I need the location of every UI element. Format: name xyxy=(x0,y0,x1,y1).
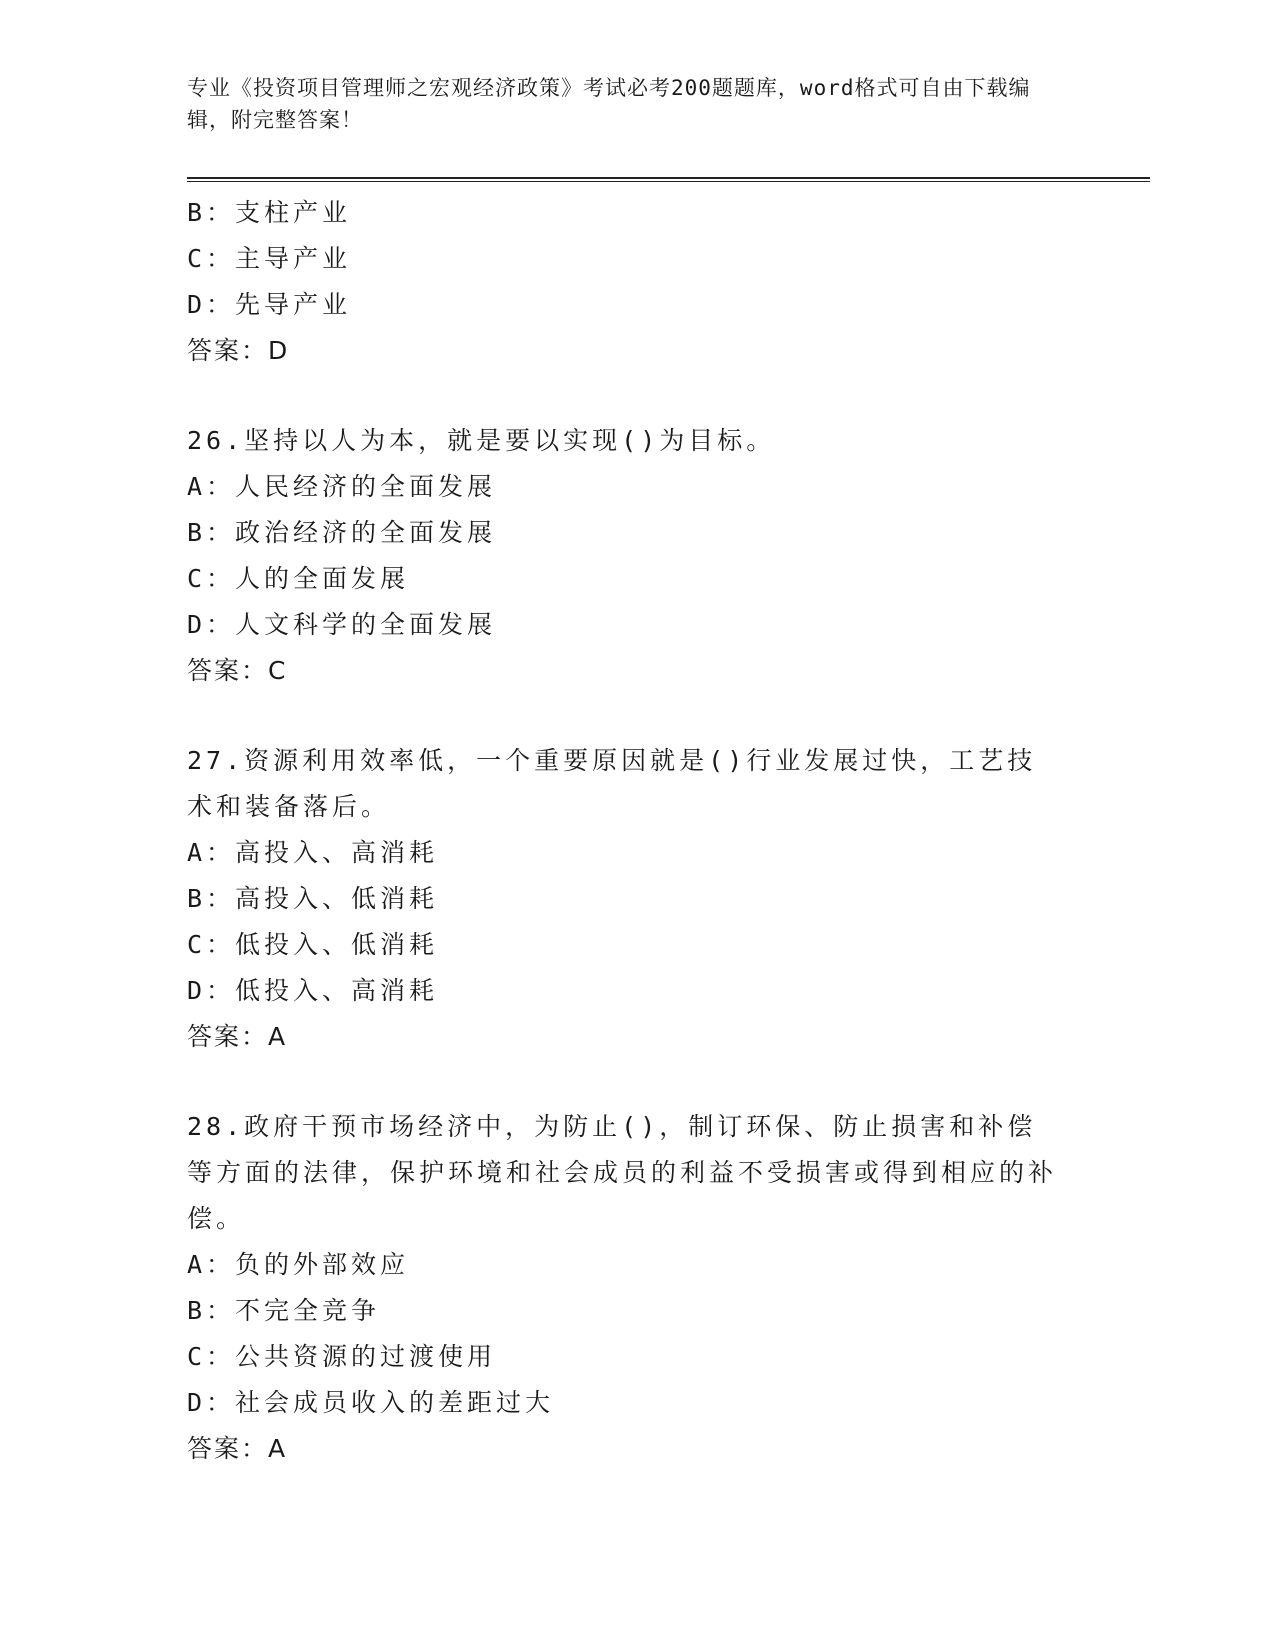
option-c: C：公共资源的过渡使用 xyxy=(187,1342,497,1371)
option-b: B：政治经济的全面发展 xyxy=(187,518,497,547)
option-b: B：不完全竞争 xyxy=(187,1296,381,1325)
document-content xyxy=(187,190,1067,1472)
answer-line: 答案：D xyxy=(187,336,290,365)
option-b: B：支柱产业 xyxy=(187,198,352,227)
option-d: D：先导产业 xyxy=(187,290,352,319)
question-stem: 28.政府干预市场经济中，为防止()，制订环保、防止损害和补偿等方面的法律，保护环境和社会成员的利益不受损害或得到相应的补偿。 xyxy=(187,1112,1058,1233)
option-d: D：低投入、高消耗 xyxy=(187,976,439,1005)
option-c: C：低投入、低消耗 xyxy=(187,930,439,959)
option-b: B：高投入、低消耗 xyxy=(187,884,439,913)
option-d: D：社会成员收入的差距过大 xyxy=(187,1388,555,1417)
option-c: C：人的全面发展 xyxy=(187,564,410,593)
question-block-28 xyxy=(187,1104,1067,1472)
option-a: A：高投入、高消耗 xyxy=(187,838,439,867)
option-a: A：人民经济的全面发展 xyxy=(187,472,497,501)
spacer xyxy=(187,694,1067,738)
question-stem: 27.资源利用效率低，一个重要原因就是()行业发展过快，工艺技术和装备落后。 xyxy=(187,746,1037,821)
spacer xyxy=(187,1060,1067,1104)
question-stem: 26.坚持以人为本，就是要以实现()为目标。 xyxy=(187,426,776,455)
spacer xyxy=(187,374,1067,418)
option-c: C：主导产业 xyxy=(187,244,352,273)
option-a: A：负的外部效应 xyxy=(187,1250,410,1279)
question-block-25 xyxy=(187,190,1067,374)
answer-line: 答案：C xyxy=(187,656,288,685)
header-divider xyxy=(187,177,1150,182)
document-header: 专业《投资项目管理师之宏观经济政策》考试必考200题题库，word格式可自由下载编辑，附完整答案！ xyxy=(187,76,1031,132)
answer-line: 答案：A xyxy=(187,1022,288,1051)
answer-line: 答案：A xyxy=(187,1434,288,1463)
question-block-26 xyxy=(187,418,1067,694)
question-block-27 xyxy=(187,738,1067,1060)
option-d: D：人文科学的全面发展 xyxy=(187,610,497,639)
